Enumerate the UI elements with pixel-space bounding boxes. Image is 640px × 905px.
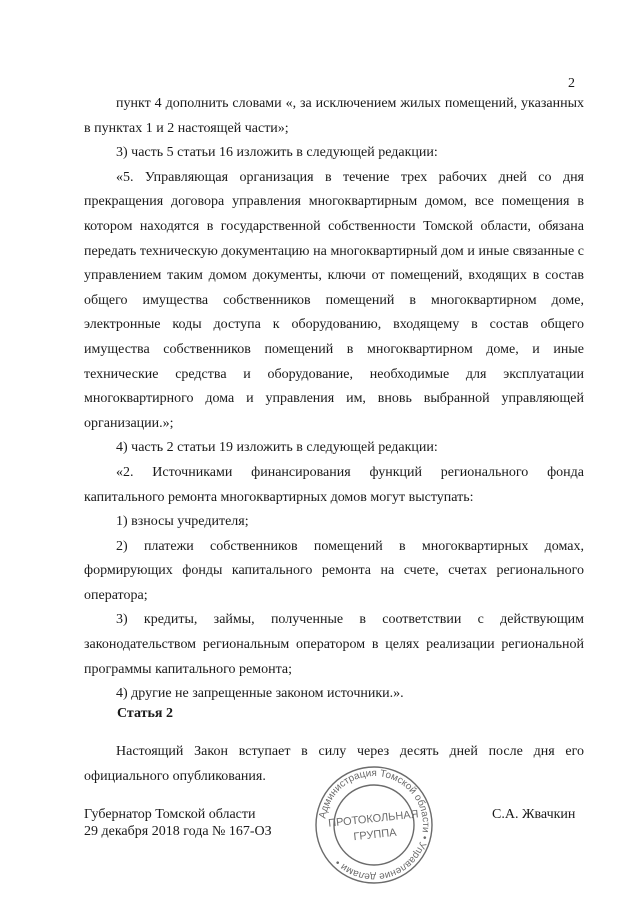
- article-heading: Статья 2: [117, 706, 173, 721]
- body-paragraph: 4) часть 2 статьи 19 изложить в следующей редакции:: [116, 440, 438, 456]
- official-seal-stamp: [313, 764, 435, 886]
- law-date-number: 29 декабря 2018 года № 167-ОЗ: [84, 824, 272, 839]
- amendment-text: [84, 92, 584, 707]
- body-paragraph: «2. Источниками финансирования функций регионального фонда капитального ремонта многоквартирных домов могут выступать:: [84, 464, 584, 505]
- signer-title: Губернатор Томской области: [84, 807, 256, 822]
- seal-inner-text-line2: ГРУППА: [352, 826, 398, 844]
- seal-outer-text-path: Администрация Томской области • Управление делами •: [317, 767, 432, 883]
- page-number: 2: [568, 76, 575, 91]
- article-paragraph: Настоящий Закон вступает в силу через десять дней после дня его официального опубликования.: [84, 744, 584, 784]
- body-paragraph: пункт 4 дополнить словами «, за исключением жилых помещений, указанных в пунктах 1 и 2 настоящей части»;: [84, 96, 584, 136]
- signer-name: С.А. Жвачкин: [492, 807, 576, 822]
- seal-inner-text-line1: ПРОТОКОЛЬНАЯ: [327, 808, 420, 830]
- body-paragraph: 4) другие не запрещенные законом источники.».: [116, 686, 404, 702]
- body-paragraph: 1) взносы учредителя;: [116, 514, 249, 530]
- body-paragraph: 2) платежи собственников помещений в многоквартирных домах, формирующих фонды капитального ремонта на счете, счетах регионального оператора;: [84, 538, 584, 603]
- body-paragraph: 3) кредиты, займы, полученные в соответствии с действующим законодательством региональным оператором в целях реализации региональной программы капитального ремонта;: [84, 612, 584, 677]
- body-paragraph: «5. Управляющая организация в течение трех рабочих дней со дня прекращения договора управления многоквартирным домом, все помещения в котором находятся в государственной собственности Томской области, обязана передать техническую документацию на многоквартирный дом и иные связанные с управлением таким домом документы, ключи от помещений, входящих в состав общего имущества собственников помещений в многоквартирном доме, электронные коды доступа к оборудованию, входящему в состав общего имущества собственников помещений в многоквартирном доме, и иные технические средства и оборудование, необходимые для эксплуатации многоквартирного дома и управления им, вновь выбранной управляющей организации.»;: [84, 169, 584, 431]
- body-paragraph: 3) часть 5 статьи 16 изложить в следующей редакции:: [116, 145, 438, 161]
